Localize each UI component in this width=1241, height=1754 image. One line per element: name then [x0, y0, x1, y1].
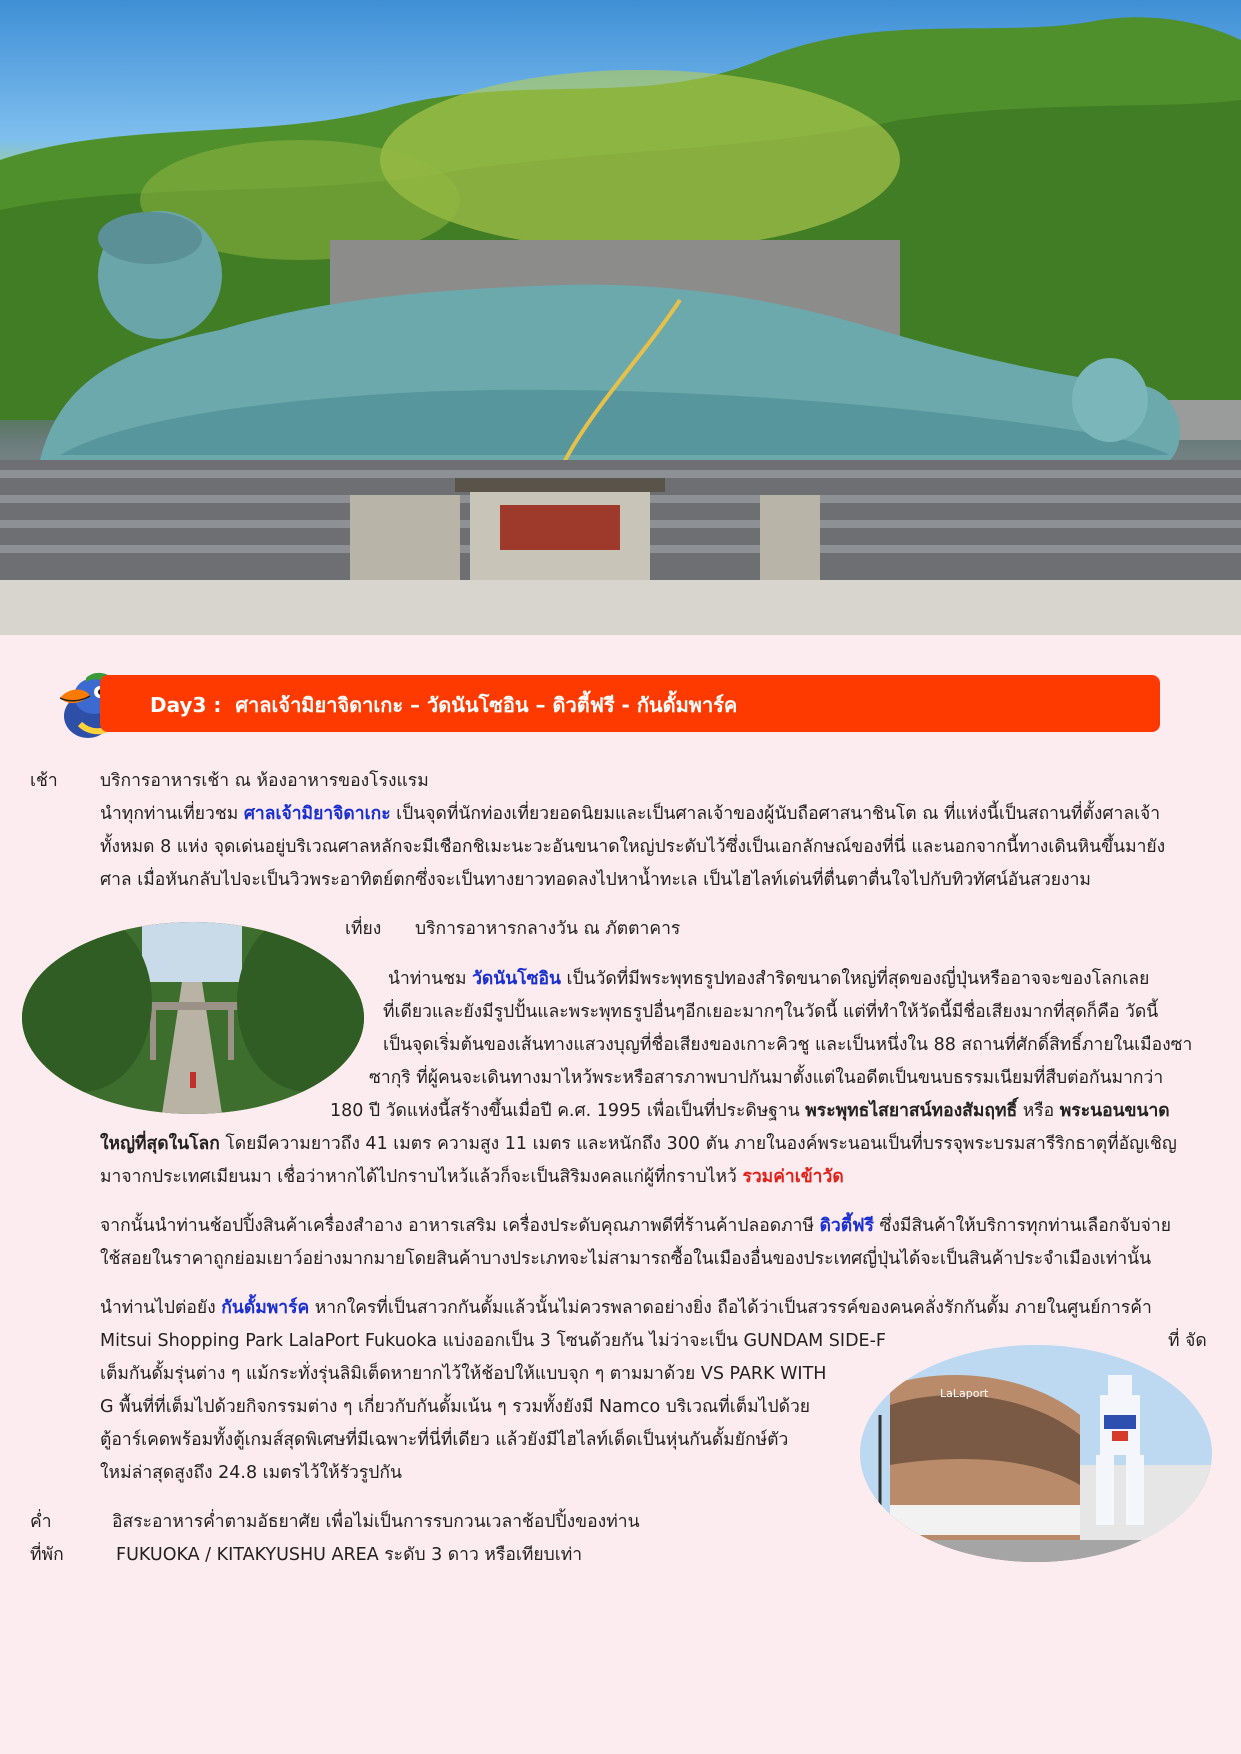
gundam-line-4: G พื้นที่ที่เต็มไปด้วยกิจกรรมต่าง ๆ เกี่ยวกับกันดั้มเน้น ๆ รวมทั้งยังมี Namco บริเวณที่เต็มไปด้วย [100, 1397, 811, 1417]
gundam-illustration [860, 1345, 1212, 1562]
morning-line-2: ทั้งหมด 8 แห่ง จุดเด่นอยู่บริเวณศาลหลักจะมีเชือกชิเมะนะวะอันขนาดใหญ่ประดับไว้ซึ่งเป็นเอกลักษณ์ของที่นี่ และนอกจากนี้ทางเดินหินขึ้นมายัง [100, 837, 1166, 857]
text: 180 ปี วัดแห่งนี้สร้างขึ้นเมื่อปี ค.ศ. 1995 เพื่อเป็นที่ประดิษฐาน [330, 1101, 806, 1121]
torii-path-photo [22, 922, 364, 1114]
hotel-label: ที่พัก [30, 1545, 64, 1565]
lalaport-sign: LaLaport [940, 1387, 989, 1400]
text: มาจากประเทศเมียนมา เชื่อว่าหากได้ไปกราบไหว้แล้วก็จะเป็นสิริมงคลแก่ผู้ที่กราบไหว้ [100, 1167, 743, 1187]
gundam-lalaport-photo [860, 1345, 1212, 1562]
bold-text: พระพุทธไสยาสน์ทองสัมฤทธิ์ [805, 1101, 1018, 1121]
nanzoin-line-1 [388, 963, 1149, 996]
nanzoin-line-2: ที่เดียวและยังมีรูปปั้นและพระพุทธรูปอื่นๆอีกเยอะมากๆในวัดนี้ แต่ที่ทำให้วัดนี้มีชื่อเสียงมากที่สุดก็คือ วัดนี้ [383, 1002, 1159, 1022]
dinner-label: ค่ำ [30, 1512, 52, 1532]
text: หากใครที่เป็นสาวกกันดั้มแล้วนั้นไม่ควรพลาดอย่างยิ่ง ถือได้ว่าเป็นสวรรค์ของคนคลั่งรักกันดั้ม ภายในศูนย์การค้า [309, 1298, 1152, 1318]
nanzoin-line-7 [100, 1161, 844, 1194]
text: ซึ่งมีสินค้าให้บริการทุกท่านเลือกจับจ่าย [873, 1216, 1171, 1236]
gundam-line-5: ตู้อาร์เคดพร้อมทั้งตู้เกมส์สุดพิเศษที่มีเฉพาะที่นี่ที่เดียว แล้วยังมีไฮไลท์เด็ดเป็นหุ่นกันดั้มยักษ์ตัว [100, 1430, 789, 1450]
bold-text: ใหญ่ที่สุดในโลก [100, 1134, 220, 1154]
day-route: ศาลเจ้ามิยาจิดาเกะ – วัดนันโซอิน – ดิวตี้ฟรี - กันดั้มพาร์ค [235, 693, 738, 717]
nanzoin-line-4: ซากุริ ที่ผู้คนจะเดินทางมาไหว้พระหรือสารภาพบาปกันมาตั้งแต่ในอดีตเป็นขนบธรรมเนียมที่สืบต่อกันมากว่า [369, 1068, 1164, 1088]
nanzoin-line-6 [100, 1128, 1177, 1161]
nanzoin-line-3: เป็นจุดเริ่มต้นของเส้นทางแสวงบุญที่ชื่อเสียงของเกาะคิวชู และเป็นหนึ่งใน 88 สถานที่ศักดิ์สิทธิ์ภายในเมืองซา [383, 1035, 1193, 1055]
gundam-line-1 [100, 1292, 1152, 1325]
morning-line-3: ศาล เมื่อหันกลับไปจะเป็นวิวพระอาทิตย์ตกซึ่งจะเป็นทางยาวทอดลงไปหาน้ำทะเล เป็นไฮไลท์เด่นที่ตื่นตาตื่นใจไปกับทิวทัศน์อันสวยงาม [100, 870, 1091, 890]
gundam-line-3: เต็มกันดั้มรุ่นต่าง ๆ แม้กระทั่งรุ่นลิมิเต็ดหายากไว้ให้ช้อปให้แบบจุก ๆ ตามมาด้วย VS PARK WITH [100, 1364, 827, 1384]
shrine-highlight: ศาลเจ้ามิยาจิดาเกะ [243, 804, 391, 824]
bold-text: พระนอนขนาด [1059, 1101, 1170, 1121]
text: หรือ [1017, 1101, 1060, 1121]
morning-line-0: บริการอาหารเช้า ณ ห้องอาหารของโรงแรม [100, 771, 429, 791]
dinner-text: อิสระอาหารค่ำตามอัธยาศัย เพื่อไม่เป็นการรบกวนเวลาช้อปปิ้งของท่าน [112, 1512, 640, 1532]
day-label: Day3 : [150, 693, 222, 717]
gundam-line-2-right: ที่ จัด [1168, 1331, 1207, 1351]
text: จากนั้นนำท่านช้อปปิ้งสินค้าเครื่องสำอาง อาหารเสริม เครื่องประดับคุณภาพดีที่ร้านค้าปลอดภาษี [100, 1216, 820, 1236]
dutyfree-line-2: ใช้สอยในราคาถูกย่อมเยาว์อย่างมากมายโดยสินค้าบางประเภทจะไม่สามารถซื้อในเมืองอื่นของประเทศญี่ปุ่นได้จะเป็นสินค้าประจำเมืองเท่านั้น [100, 1249, 1152, 1269]
dutyfree-line-1 [100, 1210, 1171, 1243]
morning-line-1 [100, 798, 1160, 831]
hero-reclining-buddha-photo [0, 0, 1241, 635]
gundam-line-6: ใหม่ล่าสุดสูงถึง 24.8 เมตรไว้ให้รัวรูปกัน [100, 1463, 402, 1483]
text: นำท่านชม [388, 969, 473, 989]
day-title [150, 689, 737, 721]
text: เป็นจุดที่นักท่องเที่ยวยอดนิยมและเป็นศาลเจ้าของผู้นับถือศาสนาชินโต ณ ที่แห่งนี้เป็นสถานที่ตั้งศาลเจ้า [390, 804, 1161, 824]
hero-illustration [0, 0, 1241, 635]
gundam-highlight: กันดั้มพาร์ค [221, 1298, 310, 1318]
lunch-text: บริการอาหารกลางวัน ณ ภัตตาคาร [415, 919, 681, 939]
entry-fee-note: รวมค่าเข้าวัด [742, 1167, 844, 1187]
gundam-line-2: Mitsui Shopping Park LalaPort Fukuoka แบ่งออกเป็น 3 โซนด้วยกัน ไม่ว่าจะเป็น GUNDAM SIDE-F [100, 1331, 886, 1351]
nanzoin-line-5 [330, 1095, 1170, 1128]
morning-label: เช้า [30, 771, 58, 791]
text: นำทุกท่านเที่ยวชม [100, 804, 244, 824]
temple-highlight: วัดนันโซอิน [472, 969, 561, 989]
dutyfree-highlight: ดิวตี้ฟรี [819, 1216, 874, 1236]
text: โดยมีความยาวถึง 41 เมตร ความสูง 11 เมตร และหนักถึง 300 ตัน ภายในองค์พระนอนเป็นที่บรรจุพระบรมสารีริกธาตุที่อัญเชิญ [219, 1134, 1177, 1154]
text: นำท่านไปต่อยัง [100, 1298, 222, 1318]
day-header-bar [100, 675, 1160, 732]
lunch-label: เที่ยง [345, 919, 382, 939]
text: เป็นวัดที่มีพระพุทธรูปทองสำริดขนาดใหญ่ที่สุดของญี่ปุ่นหรืออาจจะของโลกเลย [560, 969, 1150, 989]
hotel-text: FUKUOKA / KITAKYUSHU AREA ระดับ 3 ดาว หรือเทียบเท่า [116, 1545, 583, 1565]
torii-illustration [22, 922, 364, 1114]
